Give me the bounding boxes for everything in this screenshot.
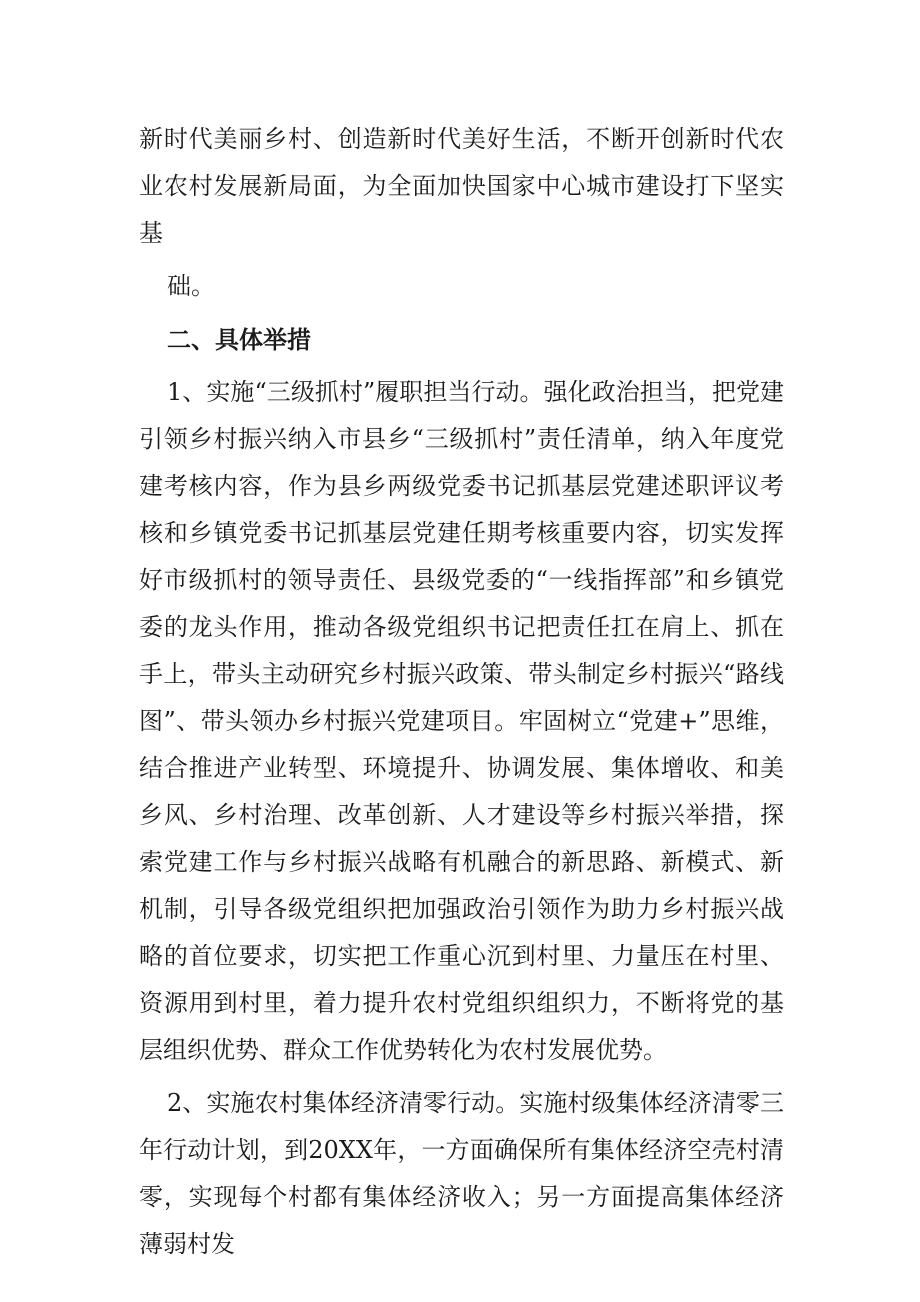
section-heading: 二、具体举措 <box>167 325 311 354</box>
continuation-end: 础。 <box>167 272 215 300</box>
document-body <box>139 116 784 1274</box>
paragraph-1: 1、实施“三级抓村”履职担当行动。强化政治担当，把党建引领乡村振兴纳入市县乡“三级抓村”责任清单，纳入年度党建考核内容，作为县乡两级党委书记抓基层党建述职评议考核和乡镇党委书记抓基层党建任期考核重要内容，切实发挥好市级抓村的领导责任、县级党委的“一线指挥部”和乡镇党委的龙头作用，推动各级党组织书记把责任扛在肩上、抓在手上，带头主动研究乡村振兴政策、带头制定乡村振兴“路线图”、带头领办乡村振兴党建项目。牢固树立“党建+”思维，结合推进产业转型、环境提升、协调发展、集体增收、和美乡风、乡村治理、改革创新、人才建设等乡村振兴举措，探索党建工作与乡村振兴战略有机融合的新思路、新模式、新机制，引导各级党组织把加强政治引领作为助力乡村振兴战略的首位要求，切实把工作重心沉到村里、力量压在村里、资源用到村里，着力提升农村党组织组织力，不断将党的基层组织优势、群众工作优势转化为农村发展优势。 <box>139 378 784 1064</box>
continuation-paragraph: 新时代美丽乡村、创造新时代美好生活，不断开创新时代农业农村发展新局面，为全面加快国家中心城市建设打下坚实基 <box>139 125 784 247</box>
paragraph-2: 2、实施农村集体经济清零行动。实施村级集体经济清零三年行动计划，到20XX年，一方面确保所有集体经济空壳村清零，实现每个村都有集体经济收入；另一方面提高集体经济薄弱村发 <box>139 1089 784 1258</box>
